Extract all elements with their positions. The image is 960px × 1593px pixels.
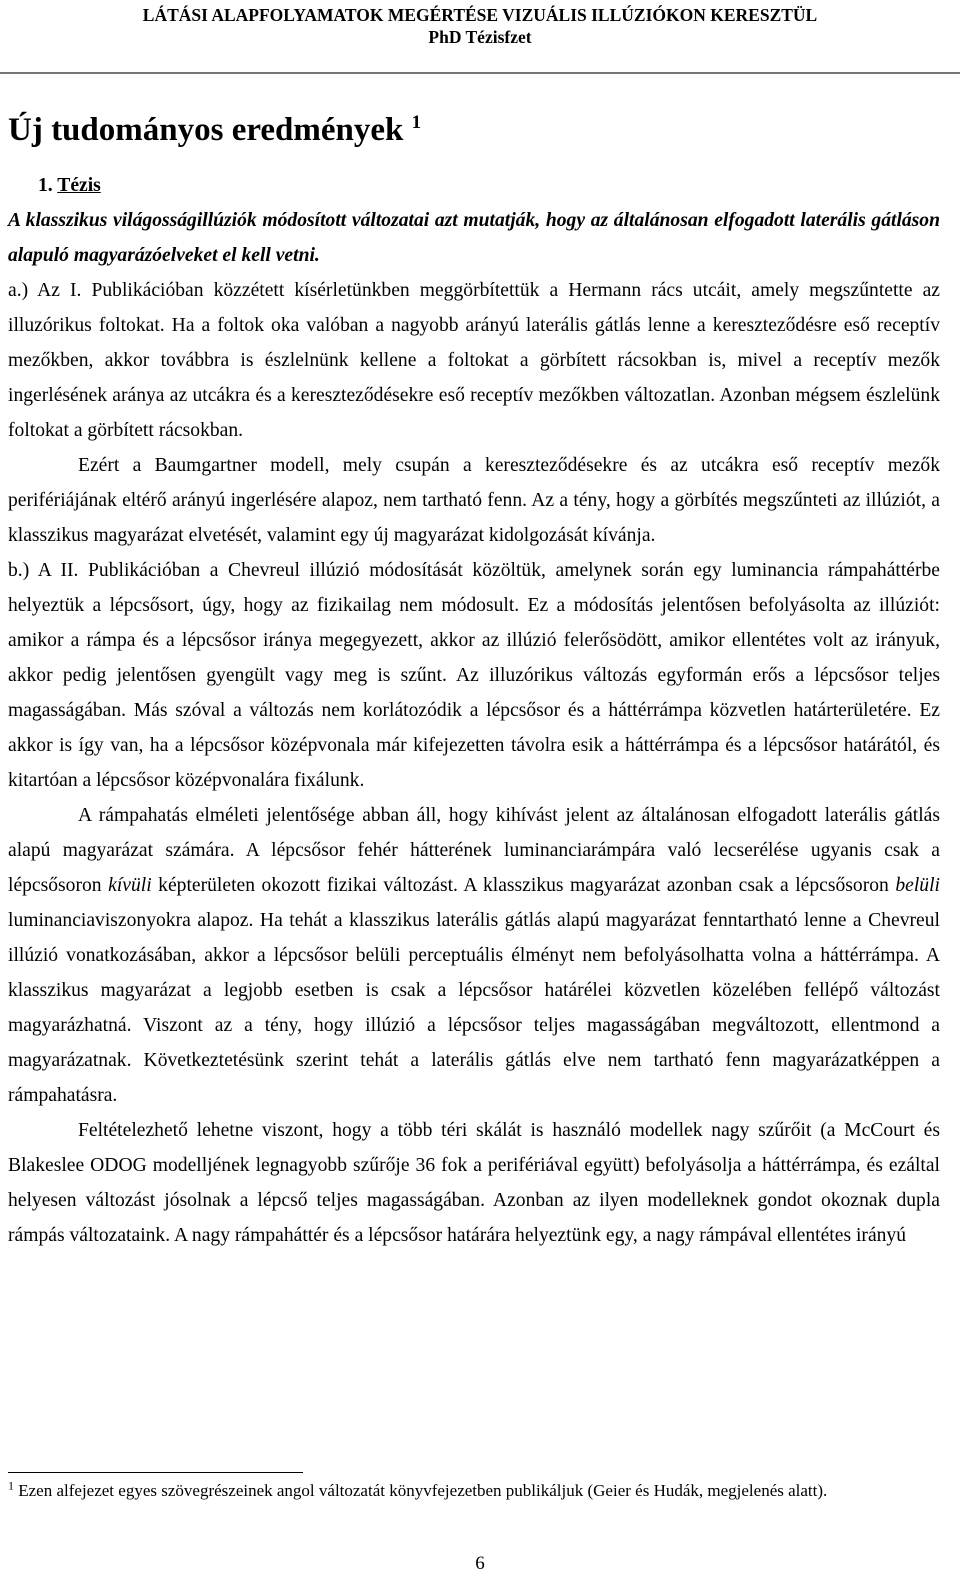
- paragraph-a: a.) Az I. Publikációban közzétett kísérletünkben meggörbítettük a Hermann rács utcáit, amely megszűntette az illuzórikus foltokat. Ha a foltok oka valóban a nagyobb arányú laterális gátlás lenne a kereszteződésre eső receptív mezőkben, akkor továbbra is észlelnünk kellene a foltokat a görbített rácsokban is, mivel a receptív mezők ingerlésének aránya az utcákra és a kereszteződésekre eső receptív mezőkben változatlan. Azonban mégsem észlelünk foltokat a görbített rácsokban.: [8, 280, 940, 441]
- header-subtitle: PhD Tézisfzet: [428, 27, 532, 47]
- footnote-number: 1: [8, 1478, 14, 1493]
- emphasis-inside: belüli: [895, 875, 940, 896]
- header-title: LÁTÁSI ALAPFOLYAMATOK MEGÉRTÉSE VIZUÁLIS ILLÚZIÓKON KERESZTÜL: [142, 5, 818, 25]
- page-number: 6: [475, 1553, 485, 1574]
- section-title: Új tudományos eredmények: [8, 112, 404, 148]
- thesis-heading: [8, 168, 940, 203]
- page-body: [8, 100, 940, 1253]
- thesis-label: Tézis: [57, 175, 101, 196]
- running-header: [0, 4, 960, 48]
- footnote-reference[interactable]: 1: [411, 112, 422, 133]
- footnote: [8, 1478, 940, 1503]
- thesis-claim: A klasszikus világosságillúziók módosított változatai azt mutatják, hogy az általánosan elfogadott laterális gátláson alapuló magyarázóelveket el kell vetni.: [8, 210, 940, 266]
- paragraph-b: b.) A II. Publikációban a Chevreul illúzió módosítását közöltük, amelynek során egy luminancia rámpaháttérbe helyeztük a lépcsősort, úgy, hogy az fizikailag nem módosult. Ez a módosítás jelentősen befolyásolta az illúziót: amikor a rámpa és a lépcsősor iránya megegyezett, akkor az illúzió felerősödött, amikor ellentétes volt az irányuk, akkor pedig jelentősen gyengült vagy meg is szűnt. Az illuzórikus változás egyformán erős a lépcsősor teljes magasságában. Más szóval a változás nem korlátozódik a lépcsősor és a háttérrámpa közvetlen határterületére. Ez akkor is így van, ha a lépcsősor középvonala már kifejezetten távolra esik a háttérrámpa és a lépcsősor határától, és kitartóan a lépcsősor középvonalára fixálunk.: [8, 560, 940, 791]
- header-divider: [0, 72, 960, 74]
- paragraph-baumgartner: Ezért a Baumgartner modell, mely csupán a kereszteződésekre és az utcákra eső receptív mezők perifériájának eltérő arányú ingerlésére alapoz, nem tartható fenn. Az a tény, hogy a görbítés megszűnteti az illúziót, a klasszikus magyarázat elvetését, valamint egy új magyarázat kidolgozását kívánja.: [8, 455, 940, 546]
- ramp-text-3: luminanciaviszonyokra alapoz. Ha tehát a klasszikus laterális gátlás alapú magyarázat fenntartható lenne a Chevreul illúzió vonatkozásában, akkor a lépcsősor belüli perceptuális élményt nem befolyásolhatta volna a háttérrámpa. A klasszikus magyarázat a legjobb esetben is csak a lépcsősor határélei közvetlen közelében fellépő változást magyarázhatná. Viszont az a tény, hogy illúzió a lépcsősor teljes magasságában megváltozott, ellentmond a magyarázatnak. Következtetésünk szerint tehát a laterális gátlás elve nem tartható fenn magyarázatképpen a rámpahatásra.: [8, 910, 940, 1106]
- thesis-number: 1.: [38, 175, 53, 196]
- section-heading: [8, 100, 940, 168]
- paragraph-ramp-effect: [8, 798, 940, 1113]
- ramp-text-2: képterületen okozott fizikai változást. A klasszikus magyarázat azonban csak a lépcsősoron: [151, 875, 896, 896]
- footnote-text: Ezen alfejezet egyes szövegrészeinek angol változatát könyvfejezetben publikáljuk (Geier és Hudák, megjelenés alatt).: [18, 1481, 828, 1500]
- emphasis-outside: kívüli: [108, 875, 152, 896]
- ramp-text-1: A rámpahatás elméleti jelentősége abban áll, hogy kihívást jelent az általánosan elfogadott laterális gátlás alapú magyarázat számára. A lépcsősor fehér hátterének luminanciarámpára való lecserélése ugyanis csak a lépcsősoron: [8, 805, 940, 896]
- footnote-divider: [8, 1472, 303, 1473]
- paragraph-multiscale: Feltételezhető lehetne viszont, hogy a több téri skálát is használó modellek nagy szűrőit (a McCourt és Blakeslee ODOG modelljének legnagyobb szűrője 36 fok a perifériával együtt) befolyásolja a háttérrámpa, és ezáltal helyesen változást jósolnak a lépcső teljes magasságában. Azonban az ilyen modelleknek gondot okoznak dupla rámpás változataink. A nagy rámpaháttér és a lépcsősor határára helyeztünk egy, a nagy rámpával ellentétes irányú: [8, 1120, 940, 1246]
